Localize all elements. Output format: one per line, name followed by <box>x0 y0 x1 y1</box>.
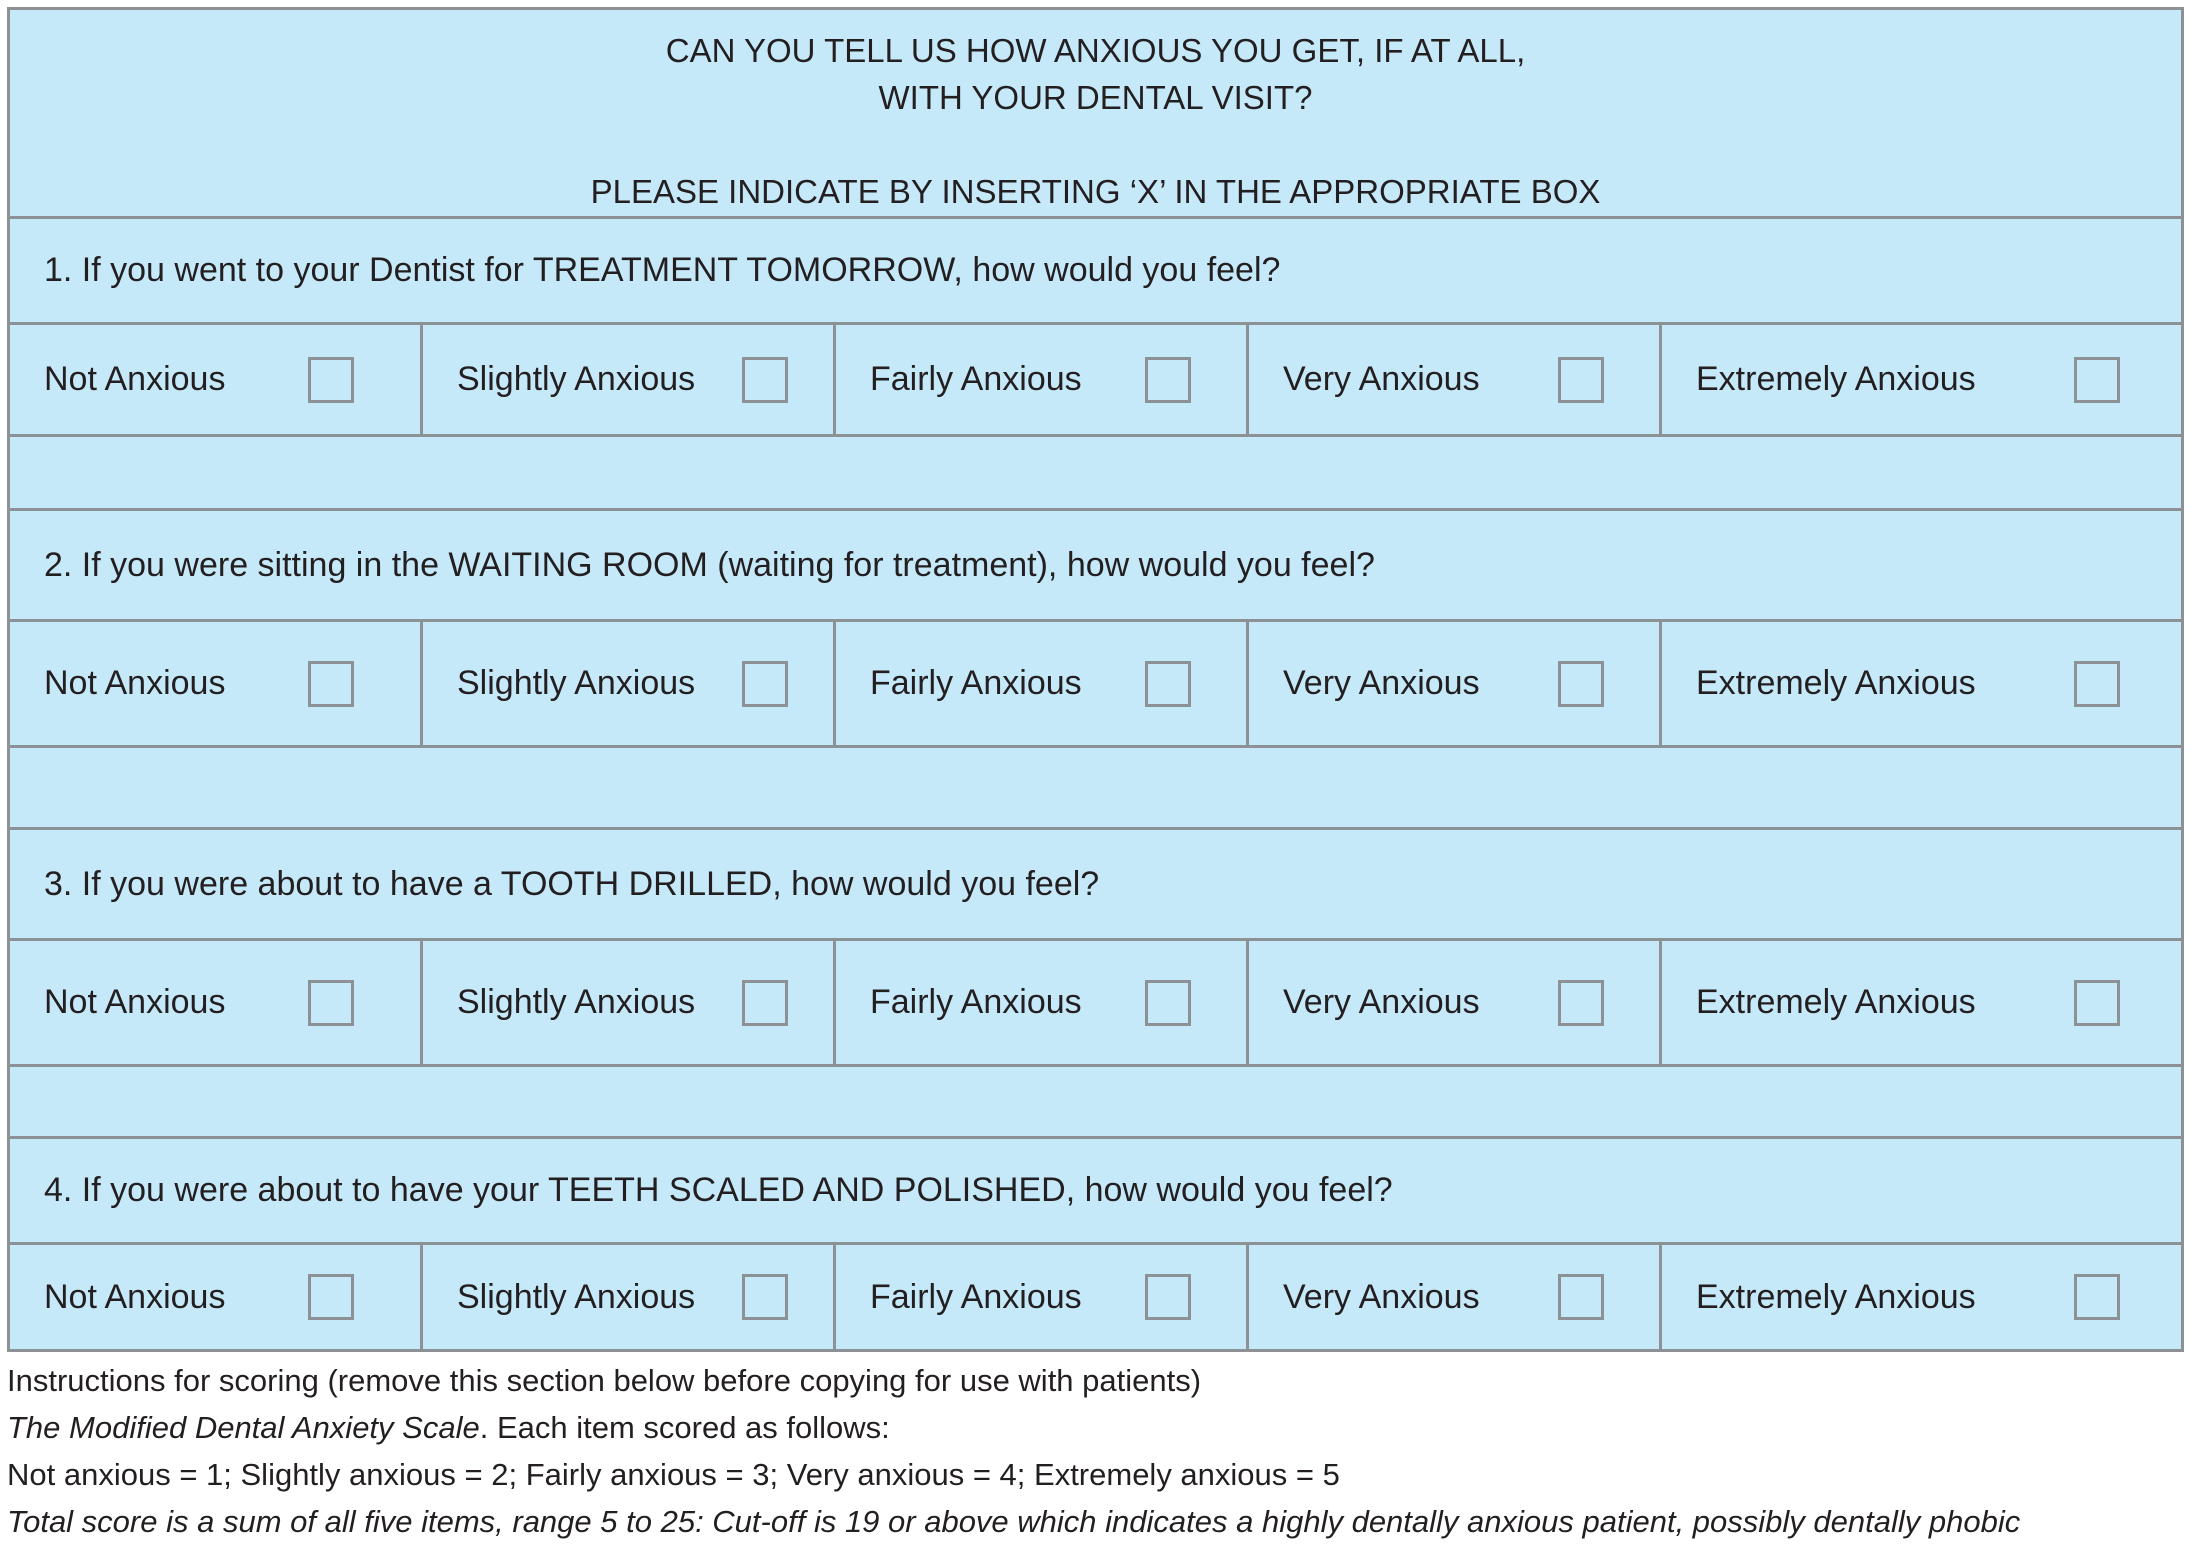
scoring-scale-rest: . Each item scored as follows: <box>479 1410 890 1445</box>
q3-option-very-anxious[interactable] <box>1249 941 1662 1064</box>
scale-name: The Modified Dental Anxiety Scale <box>7 1410 480 1445</box>
scoring-heading: Instructions for scoring (remove this section below before copying for use with patients) <box>7 1363 1202 1398</box>
option-label: Slightly Anxious <box>457 983 696 1021</box>
option-label: Slightly Anxious <box>457 1277 696 1316</box>
option-label: Very Anxious <box>1283 983 1480 1021</box>
question-2-label: 2. If you were sitting in the WAITING ROOM (waiting for treatment), how would you feel? <box>44 545 1375 584</box>
question-1-text <box>10 219 2181 325</box>
q4-slightly-anxious-checkbox[interactable] <box>742 1274 788 1320</box>
option-label: Fairly Anxious <box>870 360 1082 398</box>
header-title-line-1: CAN YOU TELL US HOW ANXIOUS YOU GET, IF AT ALL, <box>665 32 1526 69</box>
q1-very-anxious-checkbox[interactable] <box>1558 357 1604 403</box>
option-label: Very Anxious <box>1283 1277 1480 1316</box>
q4-very-anxious-checkbox[interactable] <box>1558 1274 1604 1320</box>
q1-option-slightly-anxious[interactable] <box>423 325 836 434</box>
q2-slightly-anxious-checkbox[interactable] <box>742 661 788 707</box>
spacer-row <box>10 437 2181 511</box>
question-1-options <box>10 325 2181 437</box>
form-header <box>10 10 2181 219</box>
q3-very-anxious-checkbox[interactable] <box>1558 980 1604 1026</box>
q4-option-very-anxious[interactable] <box>1249 1245 1662 1349</box>
question-4-text <box>10 1139 2181 1245</box>
header-spacer <box>10 121 2181 168</box>
q3-not-anxious-checkbox[interactable] <box>308 980 354 1026</box>
q3-option-slightly-anxious[interactable] <box>423 941 836 1064</box>
scoring-total-note: Total score is a sum of all five items, range 5 to 25: Cut-off is 19 or above which indicates a highly dentally anxious patient, possibly dentally phobic <box>7 1504 2021 1539</box>
option-label: Not Anxious <box>44 664 226 702</box>
q3-slightly-anxious-checkbox[interactable] <box>742 980 788 1026</box>
q1-option-not-anxious[interactable] <box>10 325 423 434</box>
q4-extremely-anxious-checkbox[interactable] <box>2074 1274 2120 1320</box>
q2-option-slightly-anxious[interactable] <box>423 622 836 745</box>
question-2-options <box>10 622 2181 748</box>
q3-option-extremely-anxious[interactable] <box>1662 941 2181 1064</box>
q3-fairly-anxious-checkbox[interactable] <box>1145 980 1191 1026</box>
option-label: Extremely Anxious <box>1696 1277 1976 1316</box>
q3-option-not-anxious[interactable] <box>10 941 423 1064</box>
option-label: Not Anxious <box>44 360 226 398</box>
q2-option-extremely-anxious[interactable] <box>1662 622 2181 745</box>
q1-option-fairly-anxious[interactable] <box>836 325 1249 434</box>
q1-slightly-anxious-checkbox[interactable] <box>742 357 788 403</box>
q4-not-anxious-checkbox[interactable] <box>308 1274 354 1320</box>
question-2-text <box>10 511 2181 622</box>
option-label: Very Anxious <box>1283 664 1480 702</box>
option-label: Fairly Anxious <box>870 983 1082 1021</box>
option-label: Extremely Anxious <box>1696 360 1976 398</box>
q4-option-extremely-anxious[interactable] <box>1662 1245 2181 1349</box>
q4-option-slightly-anxious[interactable] <box>423 1245 836 1349</box>
spacer-row <box>10 748 2181 830</box>
q3-extremely-anxious-checkbox[interactable] <box>2074 980 2120 1026</box>
q1-not-anxious-checkbox[interactable] <box>308 357 354 403</box>
scoring-values: Not anxious = 1; Slightly anxious = 2; Fairly anxious = 3; Very anxious = 4; Extremely anxious = 5 <box>7 1457 1340 1492</box>
q2-extremely-anxious-checkbox[interactable] <box>2074 661 2120 707</box>
q2-option-very-anxious[interactable] <box>1249 622 1662 745</box>
scoring-instructions <box>7 1357 2184 1545</box>
option-label: Not Anxious <box>44 1277 226 1316</box>
dental-anxiety-form <box>7 7 2184 1352</box>
q2-option-fairly-anxious[interactable] <box>836 622 1249 745</box>
q2-very-anxious-checkbox[interactable] <box>1558 661 1604 707</box>
option-label: Fairly Anxious <box>870 1277 1082 1316</box>
q2-option-not-anxious[interactable] <box>10 622 423 745</box>
question-4-label: 4. If you were about to have your TEETH SCALED AND POLISHED, how would you feel? <box>44 1171 1393 1209</box>
question-3-text <box>10 830 2181 941</box>
q1-fairly-anxious-checkbox[interactable] <box>1145 357 1191 403</box>
option-label: Slightly Anxious <box>457 664 696 702</box>
q1-extremely-anxious-checkbox[interactable] <box>2074 357 2120 403</box>
spacer-row <box>10 1067 2181 1139</box>
q1-option-very-anxious[interactable] <box>1249 325 1662 434</box>
option-label: Very Anxious <box>1283 360 1480 398</box>
q4-fairly-anxious-checkbox[interactable] <box>1145 1274 1191 1320</box>
option-label: Extremely Anxious <box>1696 664 1976 702</box>
option-label: Fairly Anxious <box>870 664 1082 702</box>
option-label: Extremely Anxious <box>1696 983 1976 1021</box>
question-3-label: 3. If you were about to have a TOOTH DRILLED, how would you feel? <box>44 864 1100 903</box>
question-1-label: 1. If you went to your Dentist for TREATMENT TOMORROW, how would you feel? <box>44 251 1281 289</box>
q3-option-fairly-anxious[interactable] <box>836 941 1249 1064</box>
option-label: Slightly Anxious <box>457 360 696 398</box>
question-4-options <box>10 1245 2181 1349</box>
q2-fairly-anxious-checkbox[interactable] <box>1145 661 1191 707</box>
scoring-scale-name-line <box>7 1404 2184 1451</box>
q1-option-extremely-anxious[interactable] <box>1662 325 2181 434</box>
option-label: Not Anxious <box>44 983 226 1021</box>
q2-not-anxious-checkbox[interactable] <box>308 661 354 707</box>
header-instruction: PLEASE INDICATE BY INSERTING ‘X’ IN THE APPROPRIATE BOX <box>590 173 1601 210</box>
q4-option-not-anxious[interactable] <box>10 1245 423 1349</box>
header-title-line-2: WITH YOUR DENTAL VISIT? <box>878 79 1313 116</box>
question-3-options <box>10 941 2181 1067</box>
q4-option-fairly-anxious[interactable] <box>836 1245 1249 1349</box>
